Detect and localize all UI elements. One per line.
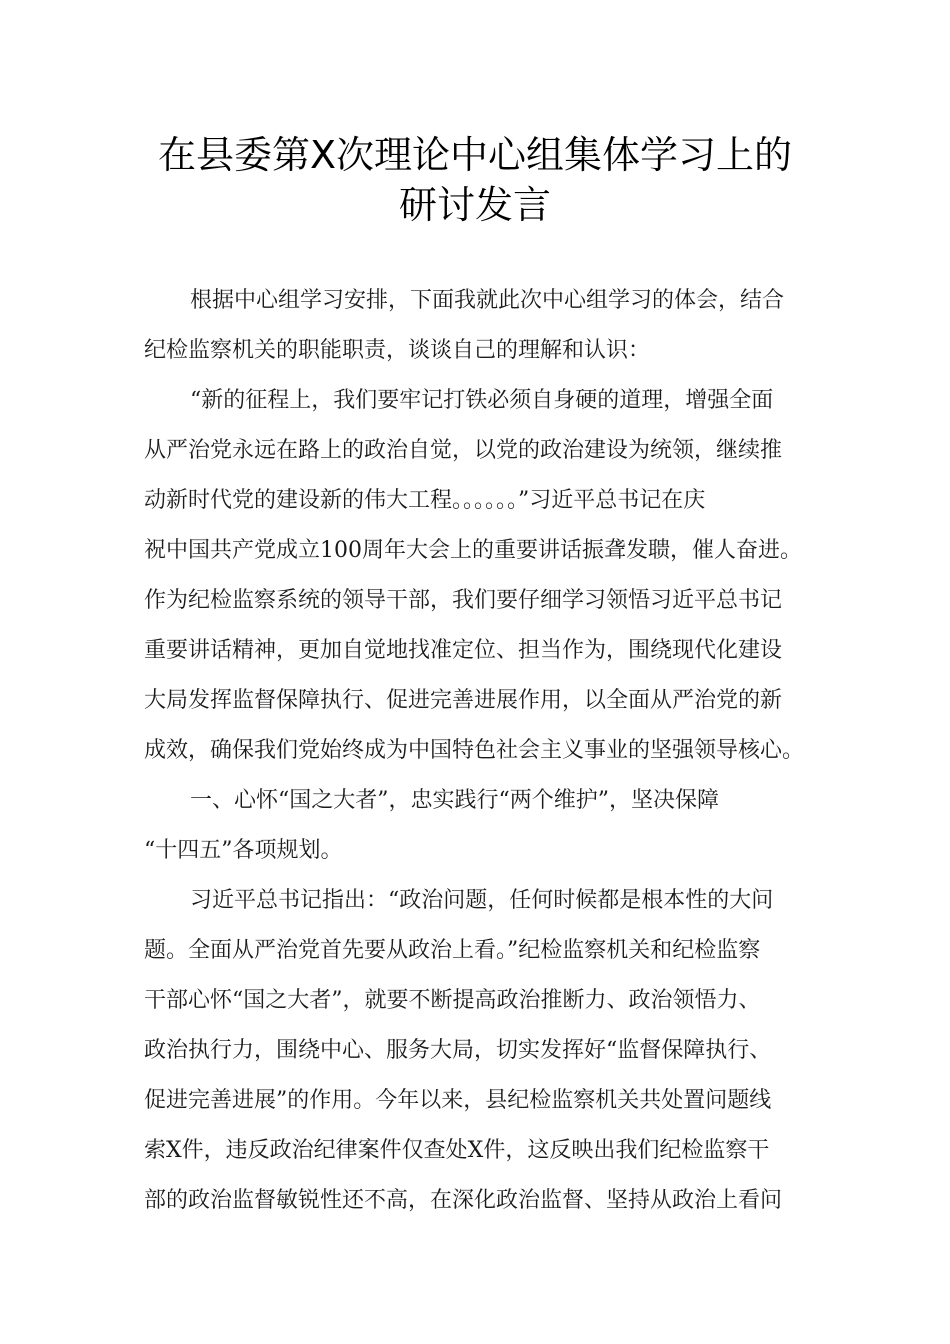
paragraph-line: 动新时代党的建设新的伟大工程。。。。。。”习近平总书记在庆 bbox=[144, 488, 706, 513]
paragraph-line: 促进完善进展”的作用。今年以来，县纪检监察机关共处置问题线 bbox=[144, 1088, 772, 1113]
paragraph-line: 根据中心组学习安排，下面我就此次中心组学习的体会，结合 bbox=[190, 288, 785, 313]
paragraph-line: 从严治党永远在路上的政治自觉，以党的政治建设为统领，继续推 bbox=[144, 438, 783, 463]
document-title-line-2: 研讨发言 bbox=[398, 183, 551, 227]
section-heading-line: 一、心怀“国之大者”，忠实践行“两个维护”，坚决保障 bbox=[190, 788, 719, 813]
section-heading-line: “十四五”各项规划。 bbox=[144, 838, 343, 863]
paragraph-line: 题。全面从严治党首先要从政治上看。”纪检监察机关和纪检监察 bbox=[144, 938, 761, 963]
paragraph-line: 习近平总书记指出：“政治问题，任何时候都是根本性的大问 bbox=[190, 888, 774, 913]
paragraph-line: 部的政治监督敏锐性还不高，在深化政治监督、坚持从政治上看问 bbox=[144, 1188, 783, 1213]
paragraph-line: 作为纪检监察系统的领导干部，我们要仔细学习领悟习近平总书记 bbox=[144, 588, 783, 613]
paragraph-line: 成效，确保我们党始终成为中国特色社会主义事业的坚强领导核心。 bbox=[144, 738, 805, 763]
document-title-line-1: 在县委第Ⅹ次理论中心组集体学习上的 bbox=[157, 133, 793, 177]
paragraph-line: 纪检监察机关的职能职责，谈谈自己的理解和认识： bbox=[144, 338, 651, 363]
paragraph-line: 政治执行力，围绕中心、服务大局，切实发挥好“监督保障执行、 bbox=[144, 1038, 772, 1063]
paragraph-line: 干部心怀“国之大者”，就要不断提高政治推断力、政治领悟力、 bbox=[144, 988, 761, 1013]
paragraph-line: “新的征程上，我们要牢记打铁必须自身硬的道理，增强全面 bbox=[190, 388, 774, 413]
paragraph-line: 大局发挥监督保障执行、促进完善进展作用，以全面从严治党的新 bbox=[144, 688, 783, 713]
paragraph-line: 重要讲话精神，更加自觉地找准定位、担当作为，围绕现代化建设 bbox=[144, 638, 783, 663]
paragraph-line: 祝中国共产党成立100周年大会上的重要讲话振聋发聩，催人奋进。 bbox=[144, 538, 802, 563]
paragraph-line: 索X件，违反政治纪律案件仅查处X件，这反映出我们纪检监察干 bbox=[144, 1138, 770, 1163]
